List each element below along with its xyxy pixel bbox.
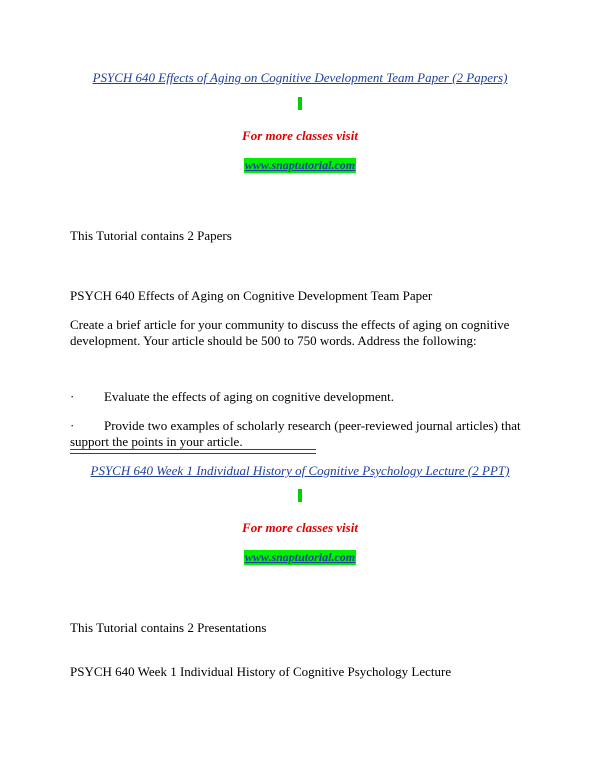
- bullet-text-2: Provide two examples of scholarly research (peer-reviewed journal articles) that: [104, 418, 521, 433]
- green-marker-1: [298, 97, 302, 110]
- site-link-2[interactable]: www.snaptutorial.com: [244, 550, 356, 564]
- paper-heading-1: PSYCH 640 Effects of Aging on Cognitive Development Team Paper: [70, 288, 433, 303]
- bullet-continuation: support the points in your article.: [70, 434, 243, 449]
- promo-text-1: For more classes visit: [242, 128, 358, 143]
- promo-text-2: For more classes visit: [242, 520, 358, 535]
- bullet-text-1: Evaluate the effects of aging on cognitive development.: [104, 389, 394, 404]
- bullet-marker-1: ·: [70, 389, 75, 404]
- assignment-paragraph: Create a brief article for your community to discuss the effects of aging on cognitive development. Your article should be 500 to 750 words. Address the following:: [70, 317, 510, 348]
- bullet-marker-2: ·: [70, 418, 75, 433]
- tutorial-note-2: This Tutorial contains 2 Presentations: [70, 620, 267, 635]
- course-link-history-lecture[interactable]: PSYCH 640 Week 1 Individual History of Cognitive Psychology Lecture (2 PPT): [90, 463, 510, 478]
- green-marker-2: [298, 489, 302, 502]
- paper-heading-2: PSYCH 640 Week 1 Individual History of Cognitive Psychology Lecture: [70, 664, 452, 679]
- site-link-wrap-1: [0, 156, 600, 174]
- section-separator: [70, 449, 316, 454]
- course-link-effects-of-aging[interactable]: PSYCH 640 Effects of Aging on Cognitive Development Team Paper (2 Papers): [92, 70, 508, 85]
- site-link-1[interactable]: www.snaptutorial.com: [244, 158, 356, 172]
- site-link-wrap-2: [0, 548, 600, 566]
- tutorial-note-1: This Tutorial contains 2 Papers: [70, 228, 232, 243]
